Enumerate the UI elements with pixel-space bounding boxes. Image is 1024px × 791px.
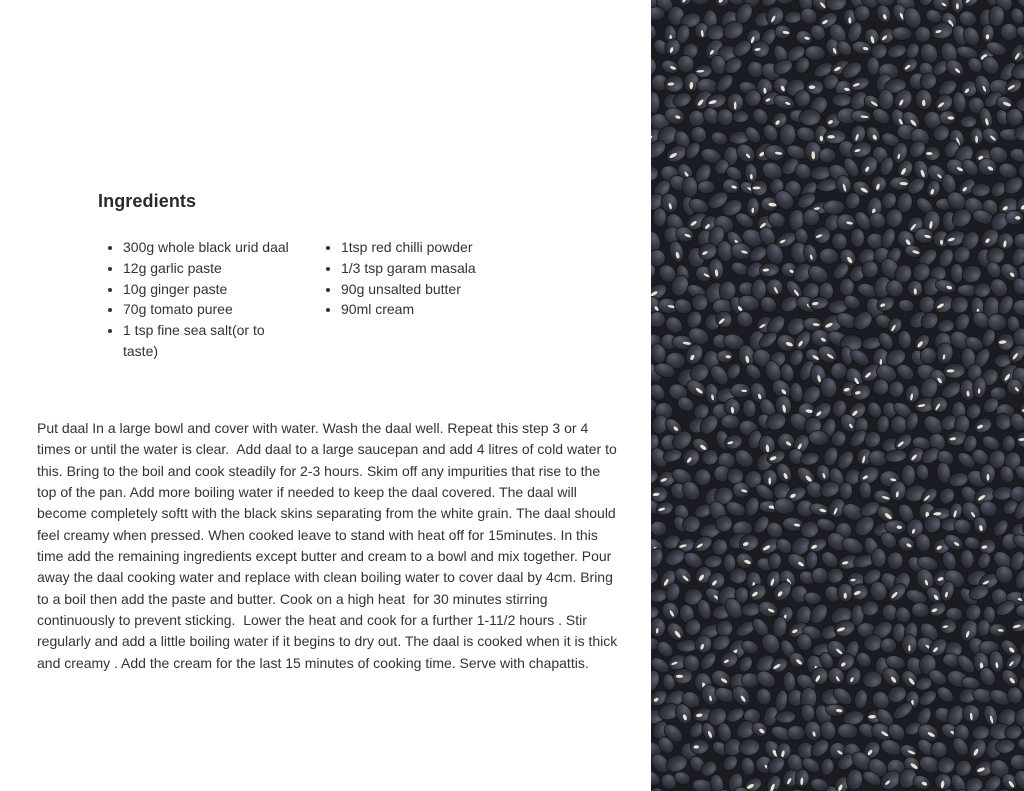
ingredient-item: • 70g tomato puree (123, 299, 293, 320)
method-paragraph: Put daal In a large bowl and cover with water. Wash the daal well. Repeat this step 3 or 4 times or until the water is clear. Add daal to a large saucepan and add 4 litres of cold water to this. Bring to the boil and cook steadily for 2-3 hours. Skim off any impurities that rise to the top of the pan. Add more boiling water if needed to keep the daal covered. The daal will become completely softt with the black skins separating from the white grain. The daal should feel creamy when pressed. When cooked leave to stand with heat off for 15minutes. In this time add the remaining ingredients except butter and cream to a bowl and mix together. Pour away the daal cooking water and replace with clean boiling water to cover daal by 4cm. Bring to a boil then add the paste and butter. Cook on a high heat for 30 minutes stirring continuously to prevent sticking. Lower the heat and cook for a further 1-11/2 hours . Stir regularly and add a little boiling water if it begins to dry out. The daal is cooked when it is thick and creamy . Add the cream for the last 15 minutes of cooking time. Serve with chapattis. (37, 420, 622, 671)
ingredient-item: • 12g garlic paste (123, 258, 293, 279)
bean (980, 464, 995, 484)
bean (878, 89, 893, 110)
bean (779, 123, 796, 146)
bean (862, 261, 879, 279)
bean (727, 93, 743, 111)
black-beans-photo (651, 0, 1024, 791)
bean (866, 56, 879, 75)
bean (697, 180, 715, 194)
ingredient-item: • 1tsp red chilli powder (341, 237, 541, 258)
bean (950, 263, 964, 283)
bean-hilum (908, 645, 910, 651)
ingredient-item: • 10g ginger paste (123, 279, 293, 300)
ingredients-heading: Ingredients (98, 191, 197, 211)
bean (746, 197, 759, 216)
ingredients-list-left (99, 237, 293, 362)
ingredient-item: • 1 tsp fine sea salt(or to taste) (123, 320, 293, 362)
bean (732, 110, 749, 123)
ingredient-item: • 300g whole black urid daal (123, 237, 293, 258)
ingredient-item: • 90g unsalted butter (341, 279, 541, 300)
bean (751, 180, 767, 196)
bean (902, 634, 917, 654)
bean (673, 668, 693, 684)
bean (837, 583, 853, 601)
bean-hilum (734, 102, 737, 110)
bean-texture-image (651, 0, 1024, 791)
bean (970, 128, 984, 145)
ingredients-list-right (317, 237, 541, 320)
bean (850, 228, 864, 247)
bean-hilum (844, 593, 847, 599)
ingredient-item: • 1/3 tsp garam masala (341, 258, 541, 279)
bean (652, 208, 667, 227)
bean-hilum (926, 152, 933, 155)
bean (939, 110, 956, 125)
bean (762, 469, 777, 486)
bean (799, 108, 821, 126)
ingredient-item: • 90ml cream (341, 299, 541, 320)
bean (823, 200, 845, 215)
bean (924, 147, 940, 161)
